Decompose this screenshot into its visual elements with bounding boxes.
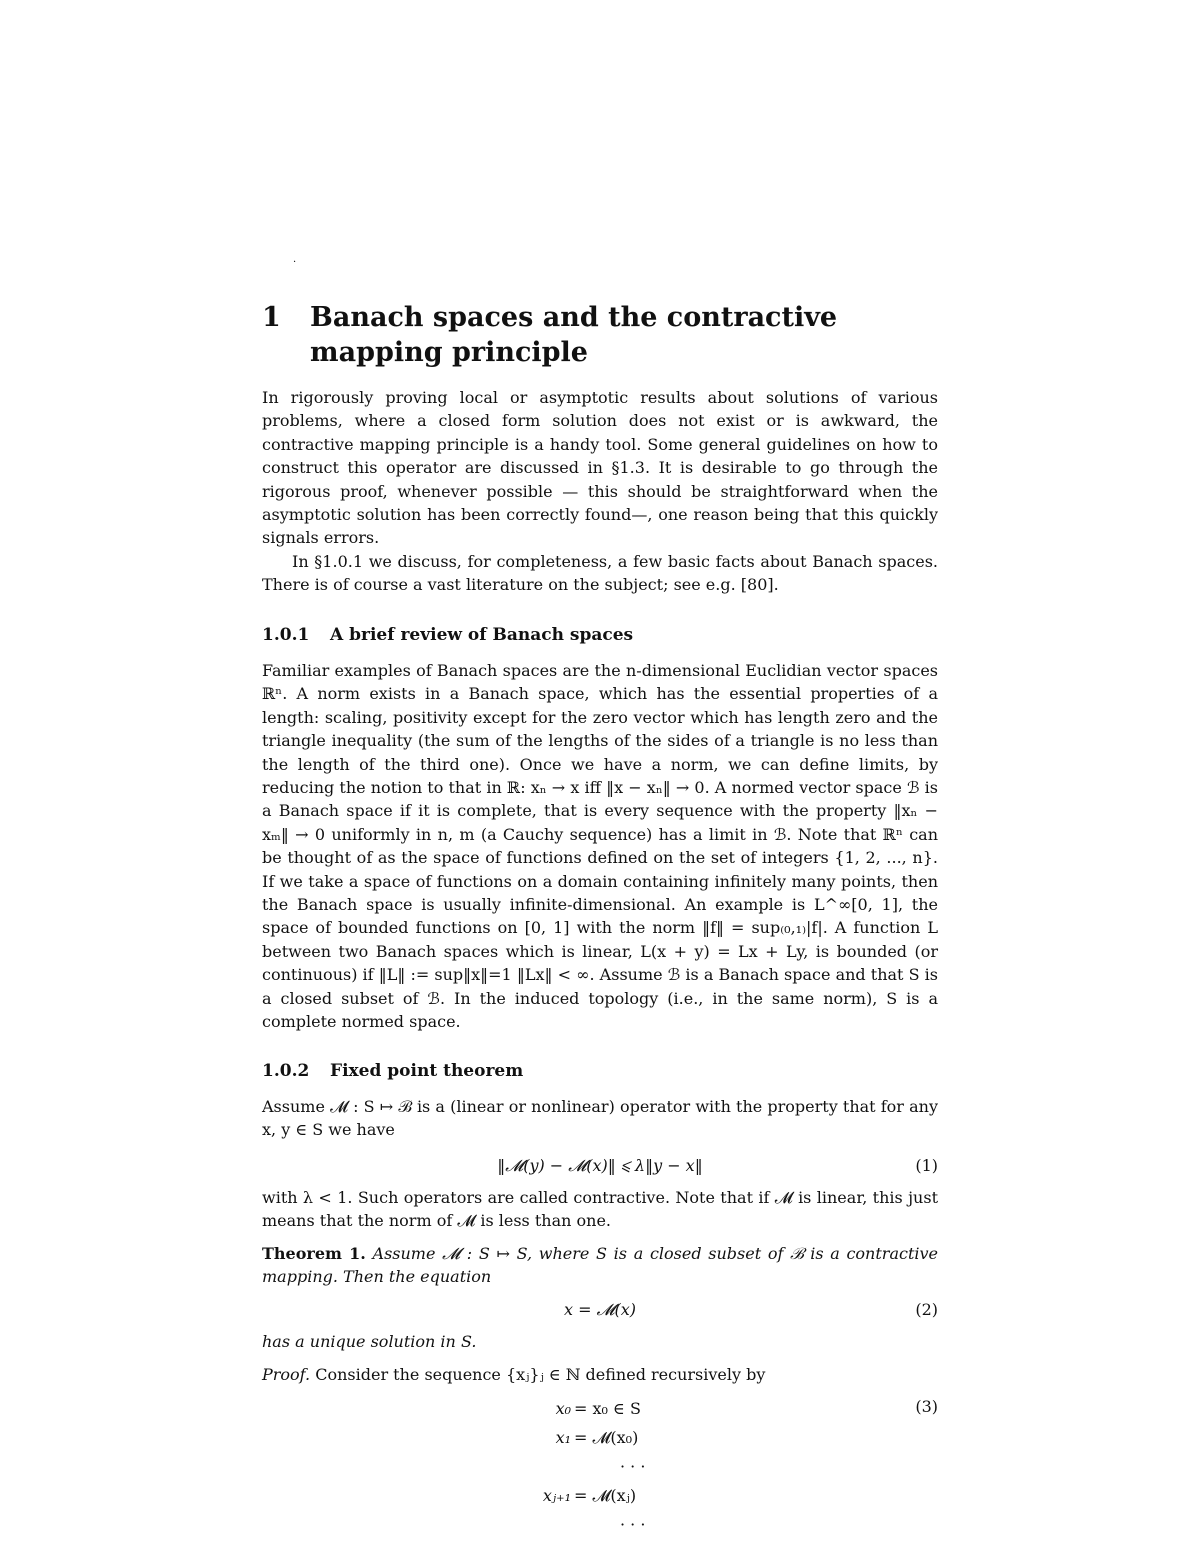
subsection-2-lead: Assume 𝓜 : S ↦ ℬ is a (linear or nonlinear) operator with the property that for any x, y ∈ S we have	[262, 1097, 938, 1140]
page-mark: ·	[293, 257, 297, 268]
recursion-ellipsis: · · ·	[620, 1457, 646, 1476]
recursion-row	[262, 1510, 938, 1539]
recursion-row	[262, 1423, 938, 1452]
recursion-rhs: = 𝓜(x₀)	[574, 1428, 639, 1447]
subsection-2-number: 1.0.2	[262, 1061, 310, 1081]
equation-2-body: x = 𝓜(x)	[563, 1300, 637, 1319]
theorem-1-conclusion-block	[262, 1330, 938, 1353]
equation-2	[262, 1297, 938, 1323]
theorem-1	[262, 1242, 938, 1289]
after-equation-1	[262, 1186, 938, 1233]
equation-1-tag: (1)	[915, 1156, 938, 1175]
equation-1	[262, 1153, 938, 1179]
intro-block	[262, 386, 938, 597]
theorem-1-statement: Assume 𝓜 : S ↦ S, where S is a closed subset of ℬ is a contractive mapping. Then the equation	[262, 1244, 938, 1287]
equation-2-tag: (2)	[915, 1300, 938, 1319]
subsection-1	[262, 623, 938, 1034]
equation-1-body: ‖𝓜(y) − 𝓜(x)‖ ⩽ λ‖y − x‖	[497, 1156, 703, 1175]
recursion-ellipsis: · · ·	[620, 1515, 646, 1534]
recursion-rhs: = x₀ ∈ S	[574, 1399, 641, 1418]
theorem-1-statement-line	[262, 1242, 938, 1289]
recursion-lhs: xⱼ₊₁	[542, 1486, 571, 1505]
recursion-row	[262, 1481, 938, 1510]
section-number: 1	[262, 302, 281, 333]
recursion-row	[262, 1452, 938, 1481]
proof-lead-line	[262, 1363, 938, 1386]
subsection-2-title: Fixed point theorem	[330, 1061, 524, 1081]
recursion-lhs: x₁	[555, 1428, 571, 1447]
recursion-rhs: = 𝓜(xⱼ)	[574, 1486, 637, 1505]
proof-lead: Consider the sequence {xⱼ}ⱼ ∈ ℕ defined recursively by	[315, 1365, 766, 1384]
theorem-1-conclusion: has a unique solution in S.	[262, 1332, 477, 1351]
subsection-2	[262, 1059, 938, 1142]
proof-block	[262, 1363, 938, 1386]
section-title: Banach spaces and the contractive mapping principle	[310, 302, 838, 368]
subsection-1-number: 1.0.1	[262, 625, 310, 645]
theorem-1-label: Theorem 1.	[262, 1244, 366, 1263]
intro-paragraph-2: In §1.0.1 we discuss, for completeness, a few basic facts about Banach spaces. There is of course a vast literature on the subject; see e.g. [80].	[262, 551, 938, 595]
subsection-1-body: Familiar examples of Banach spaces are the n-dimensional Euclidian vector spaces ℝⁿ. A norm exists in a Banach space, which has the essential properties of a length: scaling, positivity except for the zero vector which has length zero and the triangle inequality (the sum of the lengths of the sides of a triangle is no less than the length of the third one). Once we have a norm, we can define limits, by reducing the notion to that in ℝ: xₙ → x iff ‖x − xₙ‖ → 0. A normed vector space ℬ is a Banach space if it is complete, that is every sequence with the property ‖xₙ − xₘ‖ → 0 uniformly in n, m (a Cauchy sequence) has a limit in ℬ. Note that ℝⁿ can be thought of as the space of functions defined on the set of integers {1, 2, ..., n}. If we take a space of functions on a domain containing infinitely many points, then the Banach space is usually infinite-dimensional. An example is L^∞[0, 1], the space of bounded functions on [0, 1] with the norm ‖f‖ = sup₍₀,₁₎|f|. A function L between two Banach spaces which is linear, L(x + y) = Lx + Ly, is bounded (or continuous) if ‖L‖ := sup‖x‖=1 ‖Lx‖ < ∞. Assume ℬ is a Banach space and that S is a closed subset of ℬ. In the induced topology (i.e., in the same norm), S is a complete normed space.	[262, 661, 938, 1032]
subsection-1-heading	[262, 623, 938, 647]
recursion-lhs: x₀	[555, 1399, 571, 1418]
intro-paragraph-1: In rigorously proving local or asymptotic results about solutions of various problems, where a closed form solution does not exist or is awkward, the contractive mapping principle is a handy tool. Some general guidelines on how to construct this operator are discussed in §1.3. It is desirable to go through the rigorous proof, whenever possible — this should be straightforward when the asymptotic solution has been correctly found—, one reason being that this quickly signals errors.	[262, 388, 938, 548]
recursion-row	[262, 1394, 938, 1423]
subsection-1-title: A brief review of Banach spaces	[330, 625, 634, 645]
equation-3-tag: (3)	[915, 1397, 938, 1416]
recursion-array	[262, 1394, 938, 1539]
subsection-2-heading	[262, 1059, 938, 1083]
proof-label: Proof.	[262, 1365, 311, 1384]
contractive-definition: with λ < 1. Such operators are called contractive. Note that if 𝓜 is linear, this just means that the norm of 𝓜 is less than one.	[262, 1188, 938, 1231]
